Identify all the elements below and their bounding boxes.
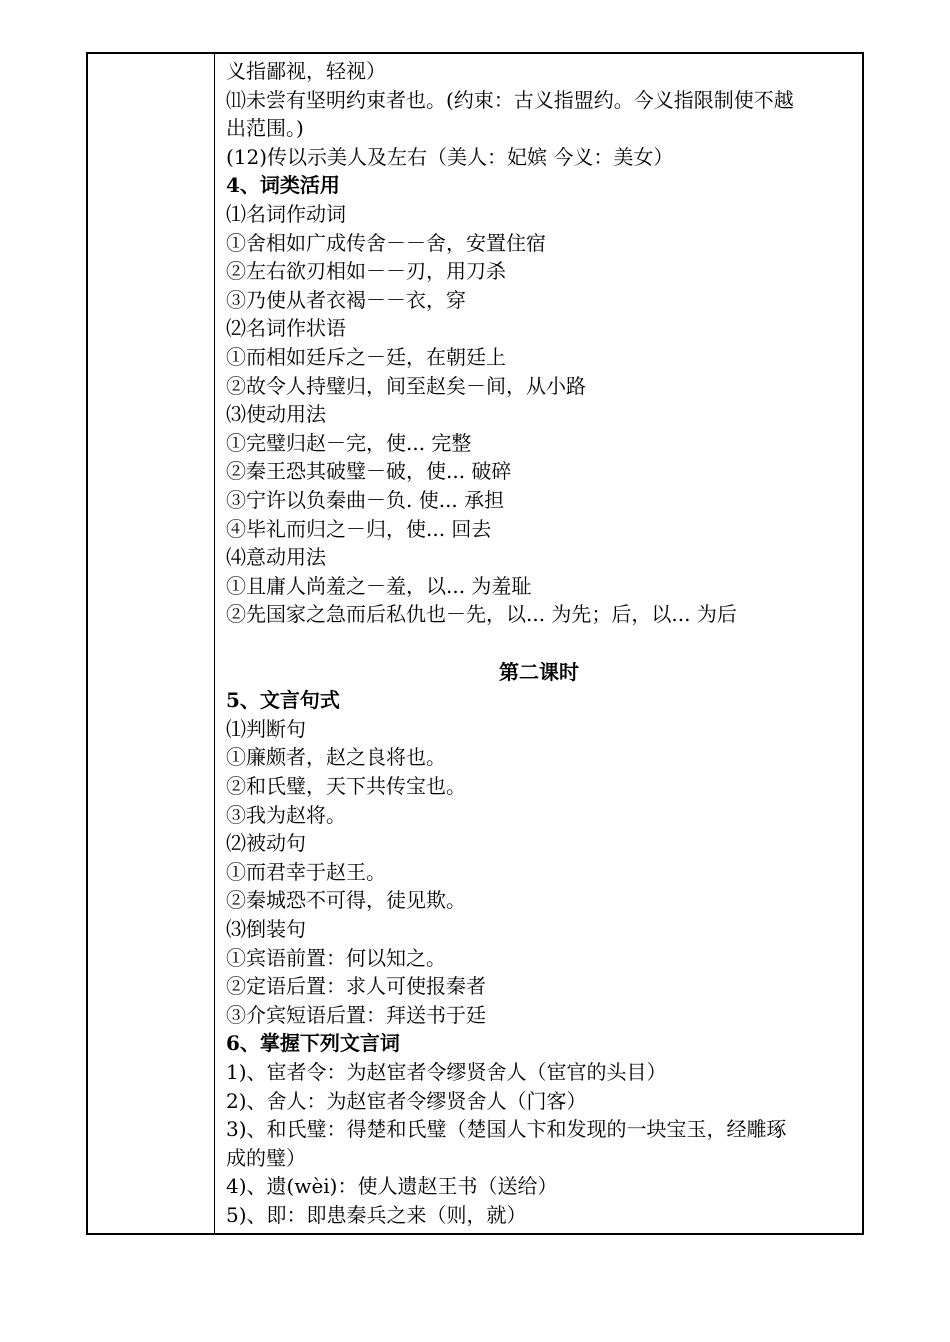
text-line: 义指鄙视，轻视） <box>226 59 386 83</box>
text-line: ①而相如廷斥之－廷，在朝廷上 <box>226 345 506 369</box>
section-title: 5、文言句式 <box>226 688 340 713</box>
text-line: ③我为赵将。 <box>226 802 346 827</box>
section-title: 6、掌握下列文言词 <box>226 1031 400 1056</box>
text-line: ①宾语前置：何以知之。 <box>226 945 446 970</box>
text-line: ⑵名词作状语 <box>226 316 346 341</box>
text-line: ②定语后置：求人可使报秦者 <box>226 974 486 999</box>
section-title: 4、词类活用 <box>226 173 340 198</box>
content-table <box>86 52 864 1235</box>
text-line: ②故令人持璧归，间至赵矣－间，从小路 <box>226 373 586 398</box>
text-line: ②左右欲刃相如－－刃，用刀杀 <box>226 259 506 284</box>
text-line: 3)、和氏璧：得楚和氏璧（楚国人卞和发现的一块宝玉，经雕琢 <box>226 1117 787 1142</box>
text-line: 成的璧） <box>226 1145 306 1170</box>
text-line: 2)、舍人：为赵宦者令缪贤舍人（门客） <box>226 1088 587 1113</box>
text-line: ②先国家之急而后私仇也－先，以... 为先；后，以... 为后 <box>226 602 737 627</box>
text-line: 5)、即：即患秦兵之来（则，就） <box>226 1203 527 1227</box>
text-line: ②秦城恐不可得，徒见欺。 <box>226 888 466 913</box>
text-line: ①廉颇者，赵之良将也。 <box>226 745 446 770</box>
text-line: (12)传以示美人及左右（美人：妃嫔 今义：美女） <box>226 144 674 169</box>
section-heading: 第二课时 <box>499 659 579 684</box>
text-line: ③介宾短语后置：拜送书于廷 <box>226 1002 486 1027</box>
text-line: ①而君幸于赵王。 <box>226 859 386 884</box>
right-column-cell <box>216 54 862 1233</box>
text-line: 1)、宦者令：为赵宦者令缪贤舍人（宦官的头目） <box>226 1060 667 1084</box>
text-line: ⑴判断句 <box>226 716 306 741</box>
text-line: ⑷意动用法 <box>226 545 326 570</box>
text-line: ⑶倒装句 <box>226 917 306 941</box>
text-line: ⑴名词作动词 <box>226 202 346 226</box>
text-line: ①舍相如广成传舍－－舍，安置住宿 <box>226 230 546 255</box>
text-line: ⑾未尝有坚明约束者也。(约束：古义指盟约。今义指限制使不越 <box>226 87 794 112</box>
text-line: ⑵被动句 <box>226 831 306 856</box>
text-line: ⑶使动用法 <box>226 402 326 427</box>
text-line: ①且庸人尚羞之－羞，以... 为羞耻 <box>226 573 532 598</box>
left-column-cell <box>88 54 215 1233</box>
text-line: 出范围。) <box>226 116 304 141</box>
text-line: ①完璧归赵－完，使... 完整 <box>226 430 472 455</box>
text-line: ②和氏璧，天下共传宝也。 <box>226 774 466 798</box>
text-line: ②秦王恐其破璧－破，使... 破碎 <box>226 459 512 484</box>
text-line: 4)、遗(wèi)：使人遗赵王书（送给） <box>226 1174 558 1199</box>
text-line: ③宁许以负秦曲－负. 使... 承担 <box>226 488 505 512</box>
text-line: ④毕礼而归之－归，使... 回去 <box>226 516 492 541</box>
text-line: ③乃使从者衣褐－－衣，穿 <box>226 287 466 312</box>
